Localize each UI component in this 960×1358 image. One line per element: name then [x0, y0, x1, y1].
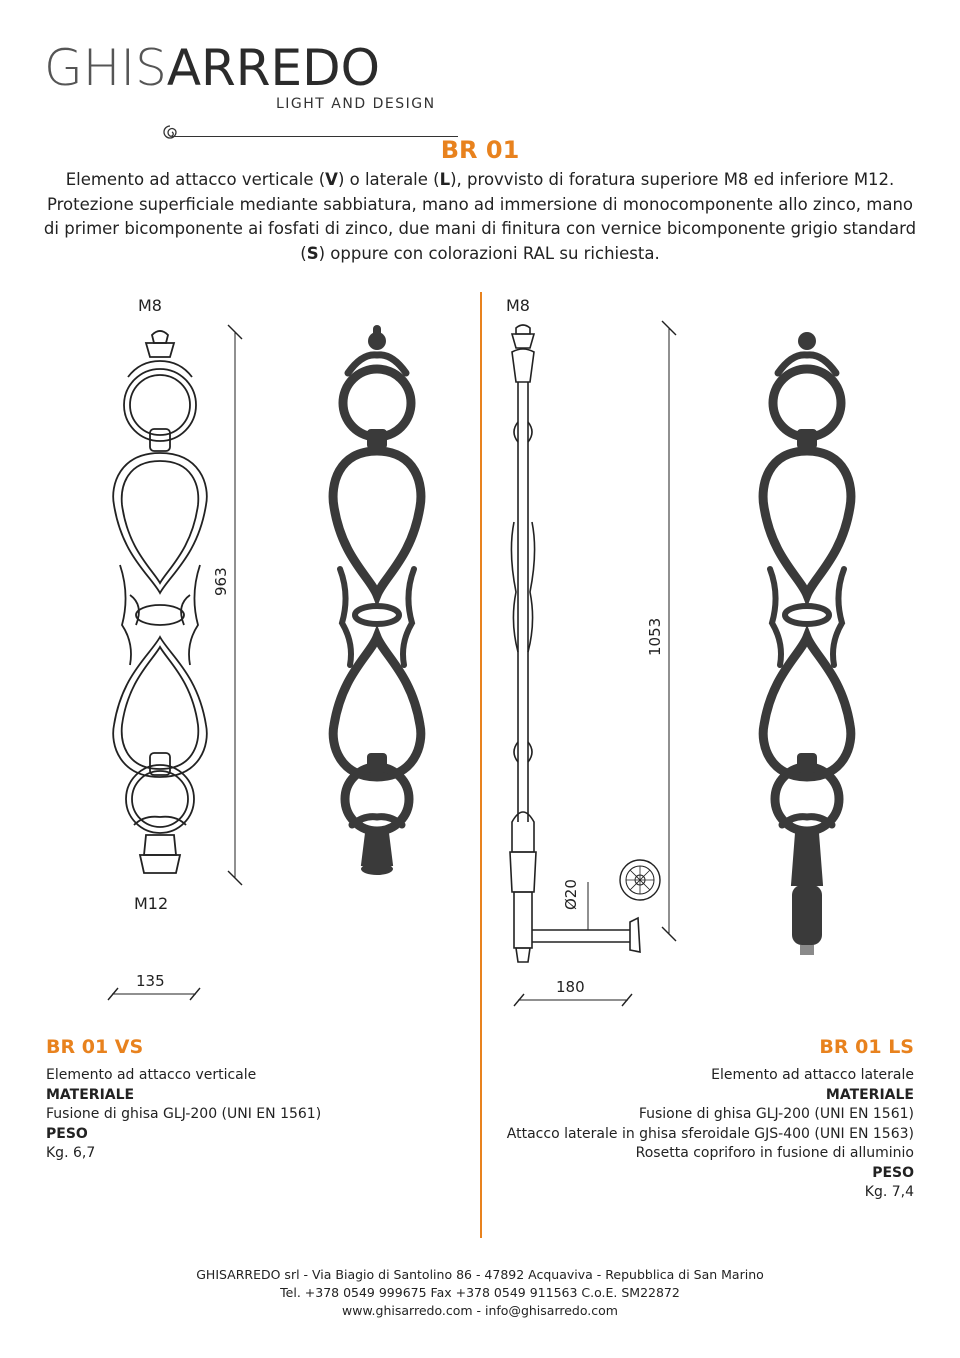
right-top-thread-label: M8: [506, 296, 530, 315]
desc-bold-v: V: [325, 170, 338, 189]
ls-title: BR 01 LS: [819, 1036, 914, 1058]
ls-subtitle: Elemento ad attacco laterale: [711, 1067, 914, 1083]
vs-width-value: 135: [136, 972, 165, 990]
desc-bold-s: S: [306, 243, 319, 263]
center-divider: [480, 292, 482, 1238]
footer-web[interactable]: www.ghisarredo.com - info@ghisarredo.com: [342, 1303, 618, 1318]
vs-line-drawing: [100, 325, 220, 885]
left-top-thread-label: M8: [138, 296, 162, 315]
vs-material-heading: MATERIALE: [46, 1086, 135, 1103]
ls-material-line-1: Fusione di ghisa GLJ-200 (UNI EN 1561): [638, 1106, 914, 1122]
brand-name: [44, 40, 380, 96]
vs-weight-heading: PESO: [46, 1125, 88, 1142]
footer-phone: Tel. +378 0549 999675 Fax +378 0549 911563 C.o.E. SM22872: [280, 1285, 680, 1300]
vs-height-dimension: [220, 322, 250, 888]
left-bottom-thread-label: M12: [134, 894, 169, 913]
product-code: BR 01: [440, 136, 520, 164]
desc-part: Elemento ad attacco verticale (: [65, 170, 326, 189]
ls-width-value: 180: [556, 978, 585, 996]
ls-material-line-2: Attacco laterale in ghisa sferoidale GJS-400 (UNI EN 1563): [506, 1125, 914, 1142]
ls-height-value: 1053: [646, 617, 664, 656]
footer-address: GHISARREDO srl - Via Biagio di Santolino 86 - 47892 Acquaviva - Repubblica di San Marino: [196, 1267, 764, 1282]
product-description: [40, 168, 920, 266]
ls-spec-block: [507, 1066, 914, 1203]
vs-height-value: 963: [212, 567, 230, 596]
ls-diameter-value: Ø20: [562, 879, 580, 910]
ls-weight-heading: PESO: [872, 1164, 914, 1181]
desc-part: ) oppure con colorazioni RAL su richiesta.: [318, 243, 660, 263]
ls-weight: Kg. 7,4: [864, 1184, 914, 1200]
vs-spec-block: [46, 1066, 321, 1164]
brand-name-part2: ARREDO: [166, 39, 380, 97]
vs-subtitle: Elemento ad attacco verticale: [46, 1067, 257, 1083]
ls-product-render: [752, 325, 862, 965]
desc-bold-l: L: [439, 170, 451, 189]
desc-part: ), provvisto di foratura superiore M8 ed inferiore M12. Protezione superficiale mediante sabbiatura, mano ad immersione di monocomponente allo zinco, mano di primer bicomponente ai fosfati di zinco, due mani di finitura con vernice bicomponente grigio standard (: [43, 170, 917, 263]
vs-product-render: [322, 325, 432, 885]
footer: [0, 1266, 960, 1320]
ls-material-heading: MATERIALE: [825, 1086, 914, 1103]
brand-tagline: LIGHT AND DESIGN: [276, 96, 436, 112]
desc-part: ) o laterale (: [337, 170, 440, 189]
vs-title: BR 01 VS: [46, 1036, 144, 1058]
vs-material-line: Fusione di ghisa GLJ-200 (UNI EN 1561): [46, 1106, 322, 1122]
brand-logo: [44, 39, 436, 115]
brand-name-part1: GHIS: [44, 39, 167, 97]
vs-weight: Kg. 6,7: [46, 1145, 96, 1161]
ls-material-line-3: Rosetta copriforo in fusione di alluminio: [635, 1145, 914, 1161]
